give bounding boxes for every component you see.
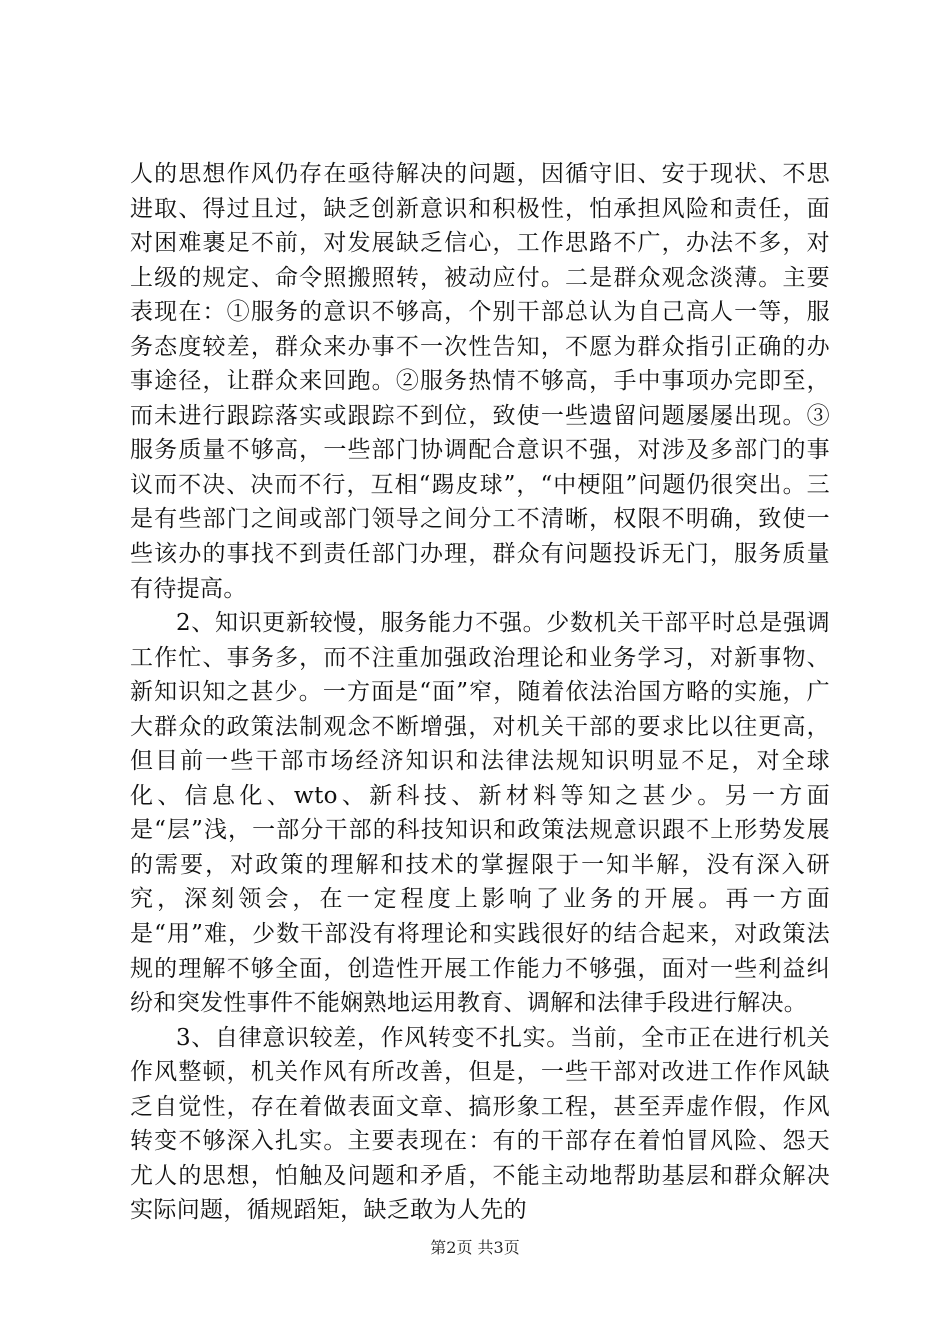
page-number-footer: 第2页 共3页 xyxy=(430,1238,520,1257)
paragraph-self-discipline: 3、自律意识较差，作风转变不扎实。当前，全市正在进行机关作风整顿，机关作风有所改善，但是，一些干部对改进工作作风缺乏自觉性，存在着做表面文章、搞形象工程，甚至弄虚作假，作风转变不够深入扎实。主要表现在：有的干部存在着怕冒风险、怨天尤人的思想，怕触及问题和矛盾，不能主动地帮助基层和群众解决实际问题，循规蹈矩，缺乏敢为人先的 xyxy=(130,1024,830,1224)
paragraph-knowledge-update: 2、知识更新较慢，服务能力不强。少数机关干部平时总是强调工作忙、事务多，而不注重加强政治理论和业务学习，对新事物、新知识知之甚少。一方面是“面”窄，随着依法治国方略的实施，广大群众的政策法制观念不断增强，对机关干部的要求比以往更高，但目前一些干部市场经济知识和法律法规知识明显不足，对全球化、信息化、wto、新科技、新材料等知之甚少。另一方面是“层”浅，一部分干部的科技知识和政策法规意识跟不上形势发展的需要，对政策的理解和技术的掌握限于一知半解，没有深入研究，深刻领会，在一定程度上影响了业务的开展。再一方面是“用”难，少数干部没有将理论和实践很好的结合起来，对政策法规的理解不够全面，创造性开展工作能力不够强，面对一些利益纠纷和突发性事件不能娴熟地运用教育、调解和法律手段进行解决。 xyxy=(130,610,830,1017)
paragraph-continuation: 人的思想作风仍存在亟待解决的问题，因循守旧、安于现状、不思进取、得过且过，缺乏创新意识和积极性，怕承担风险和责任，面对困难裹足不前，对发展缺乏信心，工作思路不广，办法不多，对上级的规定、命令照搬照转，被动应付。二是群众观念淡薄。主要表现在：①服务的意识不够高，个别干部总认为自己高人一等，服务态度较差，群众来办事不一次性告知，不愿为群众指引正确的办事途径，让群众来回跑。②服务热情不够高，手中事项办完即至，而未进行跟踪落实或跟踪不到位，致使一些遗留问题屡屡出现。③服务质量不够高，一些部门协调配合意识不强，对涉及多部门的事议而不决、决而不行，互相“踢皮球”，“中梗阻”问题仍很突出。三是有些部门之间或部门领导之间分工不清晰，权限不明确，致使一些该办的事找不到责任部门办理，群众有问题投诉无门，服务质量有待提高。 xyxy=(130,161,830,602)
document-body xyxy=(130,157,830,1228)
